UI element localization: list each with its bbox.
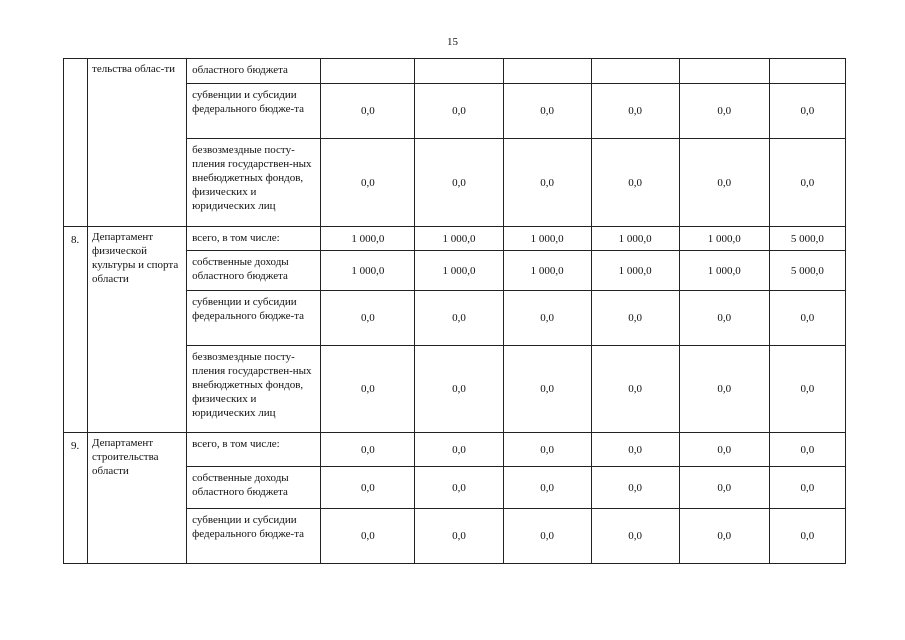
row-number: [64, 59, 88, 227]
value-cell: 0,0: [503, 291, 591, 346]
value-cell: 5 000,0: [769, 227, 845, 251]
row-number: 9.: [64, 433, 88, 564]
value-cell: [591, 59, 679, 84]
value-cell: 1 000,0: [503, 227, 591, 251]
value-cell: 0,0: [769, 467, 845, 509]
value-cell: 1 000,0: [415, 227, 503, 251]
value-cell: 0,0: [591, 346, 679, 433]
value-cell: 0,0: [415, 84, 503, 139]
value-cell: 1 000,0: [679, 251, 769, 291]
value-cell: 0,0: [591, 84, 679, 139]
funding-source: субвенции и субсидии федерального бюдже-та: [187, 291, 321, 346]
value-cell: 0,0: [321, 139, 415, 227]
value-cell: 0,0: [503, 346, 591, 433]
value-cell: 0,0: [415, 291, 503, 346]
value-cell: 0,0: [679, 467, 769, 509]
value-cell: [679, 59, 769, 84]
value-cell: 0,0: [503, 84, 591, 139]
value-cell: 0,0: [503, 139, 591, 227]
value-cell: 5 000,0: [769, 251, 845, 291]
value-cell: 0,0: [415, 509, 503, 564]
department-name: Департамент физической культуры и спорта области: [88, 227, 187, 433]
funding-source: безвозмездные посту-пления государствен-ных внебюджетных фондов, физических и юридических лиц: [187, 346, 321, 433]
value-cell: 1 000,0: [415, 251, 503, 291]
value-cell: 0,0: [591, 139, 679, 227]
funding-source: субвенции и субсидии федерального бюдже-та: [187, 509, 321, 564]
table-row: [64, 59, 846, 84]
value-cell: 0,0: [321, 509, 415, 564]
funding-source: собственные доходы областного бюджета: [187, 467, 321, 509]
value-cell: 1 000,0: [321, 251, 415, 291]
value-cell: 0,0: [321, 433, 415, 467]
value-cell: 0,0: [769, 346, 845, 433]
funding-source: субвенции и субсидии федерального бюдже-та: [187, 84, 321, 139]
value-cell: 1 000,0: [321, 227, 415, 251]
value-cell: 0,0: [679, 139, 769, 227]
value-cell: 0,0: [679, 346, 769, 433]
value-cell: 0,0: [591, 291, 679, 346]
value-cell: [321, 59, 415, 84]
row-number: 8.: [64, 227, 88, 433]
value-cell: 0,0: [321, 84, 415, 139]
table-row: [64, 227, 846, 251]
value-cell: [415, 59, 503, 84]
value-cell: 0,0: [321, 346, 415, 433]
value-cell: 0,0: [415, 467, 503, 509]
funding-source: безвозмездные посту-пления государствен-ных внебюджетных фондов, физических и юридических лиц: [187, 139, 321, 227]
value-cell: 0,0: [503, 467, 591, 509]
value-cell: 0,0: [769, 291, 845, 346]
value-cell: 0,0: [321, 291, 415, 346]
value-cell: 0,0: [679, 509, 769, 564]
value-cell: 0,0: [591, 433, 679, 467]
page-number: 15: [447, 36, 458, 48]
value-cell: 0,0: [679, 291, 769, 346]
value-cell: 0,0: [769, 433, 845, 467]
value-cell: 1 000,0: [591, 227, 679, 251]
value-cell: 1 000,0: [679, 227, 769, 251]
value-cell: 0,0: [415, 139, 503, 227]
department-name: тельства облас-ти: [88, 59, 187, 227]
value-cell: 0,0: [769, 139, 845, 227]
value-cell: 0,0: [679, 433, 769, 467]
value-cell: 0,0: [769, 509, 845, 564]
table-row: [64, 433, 846, 467]
value-cell: 0,0: [415, 433, 503, 467]
value-cell: [503, 59, 591, 84]
value-cell: 1 000,0: [503, 251, 591, 291]
value-cell: 0,0: [503, 433, 591, 467]
value-cell: 0,0: [415, 346, 503, 433]
value-cell: 0,0: [769, 84, 845, 139]
value-cell: 0,0: [591, 467, 679, 509]
funding-source: собственные доходы областного бюджета: [187, 251, 321, 291]
funding-source: всего, в том числе:: [187, 227, 321, 251]
value-cell: 0,0: [679, 84, 769, 139]
value-cell: 1 000,0: [591, 251, 679, 291]
funding-source: всего, в том числе:: [187, 433, 321, 467]
funding-source: областного бюджета: [187, 59, 321, 84]
value-cell: 0,0: [503, 509, 591, 564]
department-name: Департамент строительства области: [88, 433, 187, 564]
value-cell: 0,0: [321, 467, 415, 509]
budget-table: [63, 58, 846, 564]
value-cell: [769, 59, 845, 84]
value-cell: 0,0: [591, 509, 679, 564]
